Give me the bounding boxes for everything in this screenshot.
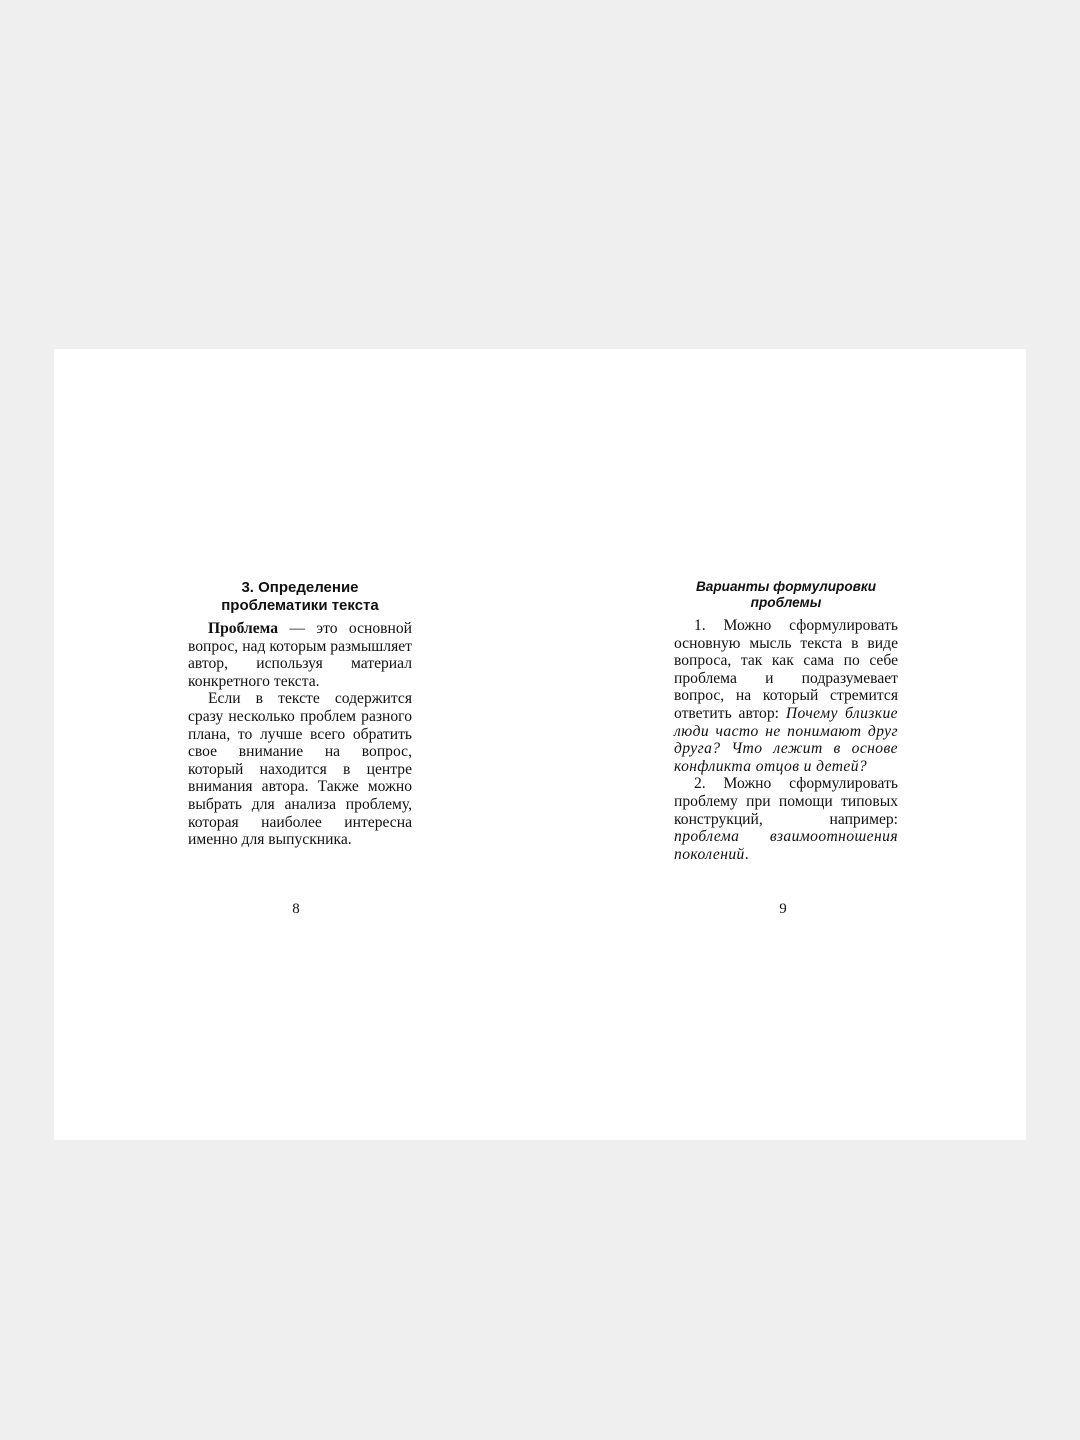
left-paragraph-1-text: — это основной вопрос, над которым размышляет автор, используя материал конкретного текста. [188,620,412,690]
book-spread [54,349,1026,1140]
right-paragraph-2-example: проблема взаимоотношения поколений [674,828,898,863]
right-page [674,579,898,863]
page-number-right: 9 [779,901,787,917]
left-heading-line1: 3. Определение [241,579,359,596]
left-page [188,579,412,849]
right-paragraph-1-text: 1. Можно сформулировать основную мысль текста в виде вопроса, так как сама по себе проблема и подразумевает вопрос, на который стремится ответить автор: [674,617,898,722]
right-paragraph-2-end: . [744,845,749,863]
right-paragraph-1-example: Почему близкие люди часто не понимают друг друга? Что лежит в основе конфликта отцов и детей? [674,704,898,775]
page-number-left: 8 [292,901,300,917]
left-heading-line2: проблематики текста [221,596,379,614]
left-paragraph-2: Если в тексте содержится сразу несколько проблем разного плана, то лучше всего обратить свое внимание на вопрос, который находится в центре внимания автора. Также можно выбрать для анализа проблему, которая наиболее интересна именно для выпускника. [188,690,412,849]
term-problem: Проблема [208,620,278,637]
right-paragraph-2 [674,775,898,863]
left-paragraph-1 [188,620,412,690]
right-heading-line1: Варианты формулировки [695,579,877,594]
right-heading-line2: проблемы [750,595,822,610]
left-page-heading [188,579,412,614]
right-paragraph-1 [674,617,898,775]
right-paragraph-2-text: 2. Можно сформулировать проблему при помощи типовых конструкций, например: [674,775,898,828]
right-page-heading [674,579,898,611]
